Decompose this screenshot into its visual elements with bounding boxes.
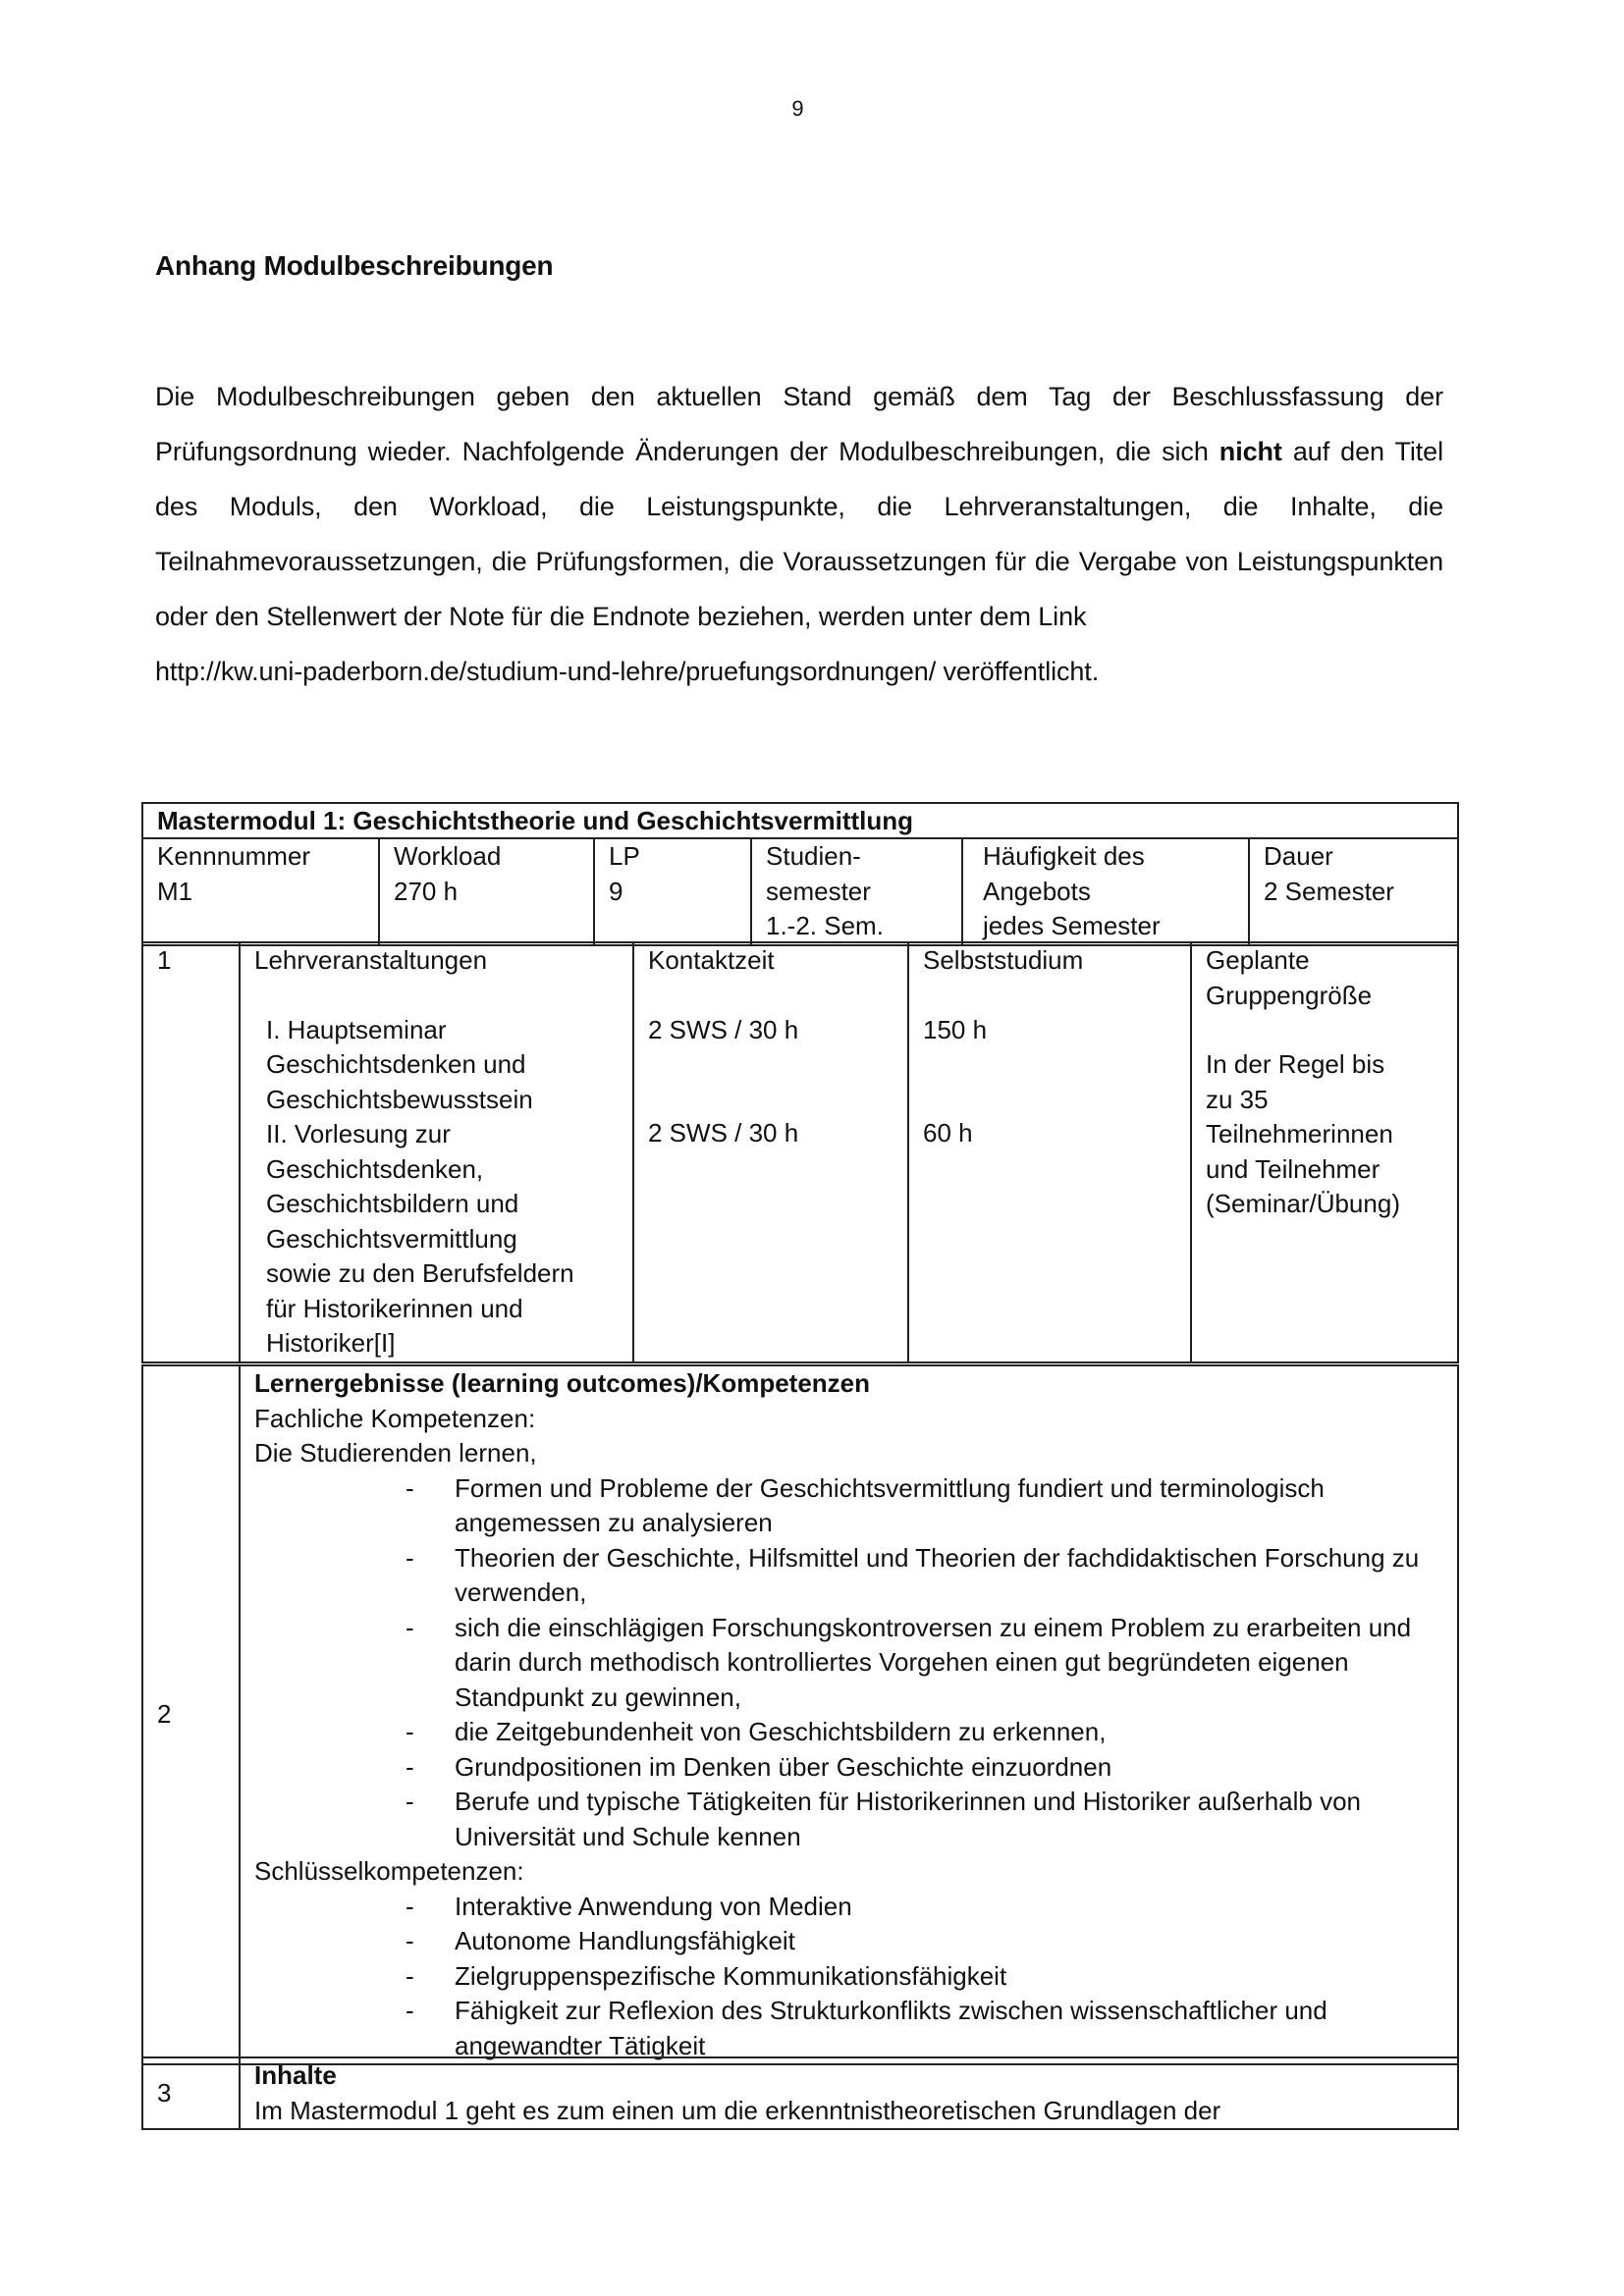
semester-value: 1.-2. Sem.: [766, 911, 884, 940]
gruppe-label-2: Gruppengröße: [1206, 980, 1373, 1010]
list-item: - Formen und Probleme der Geschichtsvermittlung fundiert und terminologisch angemessen zu analysieren: [254, 1471, 1451, 1541]
workload-label: Workload: [394, 841, 502, 871]
list-item: - Zielgruppenspezifische Kommunikationsfähigkeit: [254, 1959, 1451, 1995]
dauer-value: 2 Semester: [1264, 876, 1394, 906]
gruppe-label-1: Geplante: [1206, 945, 1310, 975]
list-item: - Berufe und typische Tätigkeiten für Historikerinnen und Historiker außerhalb von Universität und Schule kennen: [254, 1785, 1451, 1854]
lv-line: Geschichtsdenken und: [266, 1049, 526, 1079]
intro-link-line: http://kw.uni-paderborn.de/studium-und-lehre/pruefungsordnungen/ veröffentlicht.: [155, 657, 1100, 686]
kontakt-value-2: 2 SWS / 30 h: [648, 1118, 799, 1148]
list-item: - Fähigkeit zur Reflexion des Strukturkonflikts zwischen wissenschaftlicher und angewandter Tätigkeit: [254, 1994, 1451, 2063]
module-header-table: [141, 802, 1459, 946]
lv-line: II. Vorlesung zur: [266, 1119, 451, 1148]
workload-cell: [379, 838, 594, 945]
page-heading: Anhang Modulbeschreibungen: [155, 250, 554, 281]
lp-cell: [594, 838, 751, 945]
gruppe-line: zu 35: [1206, 1084, 1269, 1114]
selbst-value-1: 150 h: [923, 1014, 988, 1044]
list-item: - die Zeitgebundenheit von Geschichtsbildern zu erkennen,: [254, 1715, 1451, 1750]
lv-line: für Historikerinnen und: [266, 1293, 523, 1323]
lv-cell: [240, 942, 633, 1362]
list-item: - Interaktive Anwendung von Medien: [254, 1890, 1451, 1925]
haeufigkeit-label-1: Häufigkeit des: [983, 841, 1145, 871]
lv-line: I. Hauptseminar: [266, 1014, 447, 1044]
list-item: - Autonome Handlungsfähigkeit: [254, 1924, 1451, 1959]
lv-line: sowie zu den Berufsfeldern: [266, 1258, 574, 1288]
list-item: - Theorien der Geschichte, Hilfsmittel und Theorien der fachdidaktischen Forschung zu verwenden,: [254, 1541, 1451, 1611]
row2-number: 2: [142, 1365, 240, 2064]
lernergebnisse-cell: [240, 1365, 1458, 2064]
lv-line: Geschichtsdenken,: [266, 1153, 484, 1184]
lp-label: LP: [609, 841, 640, 871]
row3-text: Im Mastermodul 1 geht es zum einen um die erkenntnistheoretischen Grundlagen der: [254, 2095, 1221, 2125]
selbst-value-2: 60 h: [923, 1118, 973, 1148]
dauer-cell: [1249, 838, 1458, 945]
row2-title: Lernergebnisse (learning outcomes)/Kompetenzen: [254, 1368, 871, 1398]
haeufigkeit-label-2: Angebots: [983, 876, 1091, 906]
lv-line: Historiker[I]: [266, 1328, 396, 1358]
row1-number: 1: [142, 942, 240, 1362]
gruppe-line: In der Regel bis: [1206, 1049, 1385, 1079]
kontakt-label: Kontaktzeit: [648, 945, 775, 975]
schluessel-list: [254, 1890, 1451, 2064]
intro-bold-word: nicht: [1218, 437, 1282, 466]
gruppe-cell: [1191, 942, 1458, 1362]
semester-cell: [751, 838, 962, 945]
semester-label-2: semester: [766, 876, 871, 906]
haeufigkeit-value: jedes Semester: [983, 911, 1161, 940]
kennnummer-cell: [142, 838, 379, 945]
inhalte-cell: [240, 2057, 1458, 2129]
row3-title: Inhalte: [254, 2060, 337, 2090]
intro-paragraph: [155, 369, 1443, 699]
intro-text-part1: Die Modulbeschreibungen geben den aktuellen Stand gemäß dem Tag der Beschlussfassung der Prüfungsordnung wieder. Nachfolgende Änderungen der Modulbeschreibungen, die sich: [155, 382, 1443, 466]
list-item: - sich die einschlägigen Forschungskontroversen zu einem Problem zu erarbeiten und darin durch methodisch kontrolliertes Vorgehen einen gut begründeten eigenen Standpunkt zu gewinnen,: [254, 1611, 1451, 1716]
kennnummer-label: Kennnummer: [157, 841, 311, 871]
lv-line: Geschichtsvermittlung: [266, 1223, 517, 1254]
dauer-label: Dauer: [1264, 841, 1333, 871]
fach-list: [254, 1471, 1451, 1855]
lv-line: Geschichtsbildern und: [266, 1189, 519, 1218]
lernergebnisse-table: [141, 1364, 1459, 2065]
lv-line: Geschichtsbewusstsein: [266, 1084, 533, 1114]
fach-label: Fachliche Kompetenzen:: [254, 1403, 536, 1433]
selbst-label: Selbststudium: [923, 945, 1084, 975]
lp-value: 9: [609, 876, 623, 906]
gruppe-line: und Teilnehmer: [1206, 1153, 1380, 1184]
gruppe-line: (Seminar/Übung): [1206, 1189, 1400, 1218]
row3-number: 3: [142, 2057, 240, 2129]
gruppe-line: Teilnehmerinnen: [1206, 1119, 1393, 1148]
semester-label-1: Studien-: [766, 841, 861, 871]
kennnummer-value: M1: [157, 876, 193, 906]
kontakt-cell: [633, 942, 908, 1362]
haeufigkeit-cell: [962, 838, 1249, 945]
page-number: 9: [791, 96, 804, 121]
list-item: - Grundpositionen im Denken über Geschichte einzuordnen: [254, 1750, 1451, 1786]
module-title: Mastermodul 1: Geschichtstheorie und Geschichtsvermittlung: [142, 803, 1458, 838]
selbst-cell: [908, 942, 1191, 1362]
schluessel-label: Schlüsselkompetenzen:: [254, 1856, 524, 1886]
inhalte-table: [141, 2056, 1459, 2130]
intro-text-part2: auf den Titel des Moduls, den Workload, die Leistungspunkte, die Lehrveranstaltungen, die Inhalte, die Teilnahmevoraussetzungen, die Prüfungsformen, die Voraussetzungen für die Vergabe von Leistungspunkten oder den Stellenwert der Note für die Endnote beziehen, werden unter dem Link: [155, 437, 1443, 631]
lv-label: Lehrveranstaltungen: [254, 945, 488, 975]
kontakt-value-1: 2 SWS / 30 h: [648, 1014, 799, 1044]
workload-value: 270 h: [394, 876, 459, 906]
lehrveranstaltungen-table: [141, 941, 1459, 1363]
fach-intro: Die Studierenden lernen,: [254, 1438, 537, 1468]
